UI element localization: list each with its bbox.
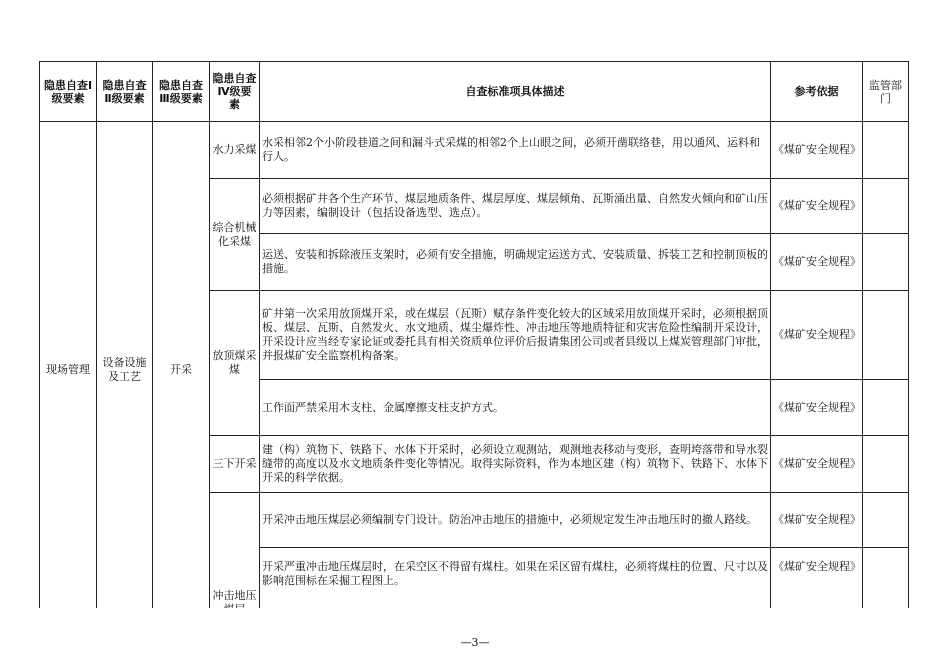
group-level1: 现场管理 [40, 122, 97, 618]
row-level4: 综合机械化采煤 [210, 179, 260, 291]
row-description: 必须根据矿井各个生产环节、煤层地质条件、煤层厚度、煤层倾角、瓦斯涌出量、自然发火倾向和矿山压力等因素，编制设计（包括设备选型、选点）。 [260, 179, 771, 234]
row-description: 工作面严禁采用木支柱、金属摩擦支柱支护方式。 [260, 380, 771, 436]
header-level1: 隐患自查Ⅰ级要素 [40, 62, 97, 122]
row-reference: 《煤矿安全规程》 [771, 380, 863, 436]
row-reference: 《煤矿安全规程》 [771, 234, 863, 291]
row-department [863, 493, 909, 548]
row-description: 矿井第一次采用放顶煤开采，或在煤层（瓦斯）赋存条件变化较大的区域采用放顶煤开采时，必须根据顶板、煤层、瓦斯、自然发火、水文地质、煤尘爆炸性、冲击地压等地质特征和灾害危险性编制开采设计，开采设计应当经专家论证或委托具有相关资质单位评价后报请集团公司或者县级以上煤炭管理部门审批，并报煤矿安全监察机构备案。 [260, 291, 771, 380]
row-department [863, 380, 909, 436]
header-row [40, 62, 909, 122]
header-level4: 隐患自查Ⅳ级要素 [210, 62, 260, 122]
row-level4: 冲击地压 [210, 493, 260, 618]
row-department [863, 548, 909, 618]
row-description: 开采冲击地压煤层必须编制专门设计。防治冲击地压的措施中，必须规定发生冲击地压时的撤人路线。 [260, 493, 771, 548]
header-level2: 隐患自查Ⅱ级要素 [97, 62, 153, 122]
header-reference: 参考依据 [771, 62, 863, 122]
row-level4: 放顶煤采煤 [210, 291, 260, 436]
row-reference: 《煤矿安全规程》 [771, 493, 863, 548]
table-row [40, 122, 909, 179]
group-level2: 设备设施及工艺 [97, 122, 153, 618]
page-number: —3— [460, 636, 490, 649]
hazard-checklist-table [39, 61, 909, 618]
row-department [863, 179, 909, 234]
header-level3: 隐患自查Ⅲ级要素 [153, 62, 210, 122]
row-reference: 《煤矿安全规程》 [771, 436, 863, 493]
row-reference: 《煤矿安全规程》 [771, 548, 863, 618]
row-reference: 《煤矿安全规程》 [771, 291, 863, 380]
row-department [863, 436, 909, 493]
row-department [863, 122, 909, 179]
header-department: 监管部门 [863, 62, 909, 122]
row-level4: 水力采煤 [210, 122, 260, 179]
row-description: 水采相邻2个小阶段巷道之间和漏斗式采煤的相邻2个上山眼之间，必须开凿联络巷，用以通风、运料和行人。 [260, 122, 771, 179]
row-description: 开采严重冲击地压煤层时，在采空区不得留有煤柱。如果在采区留有煤柱，必须将煤柱的位置、尺寸以及影响范围标在采掘工程图上。 [260, 548, 771, 618]
row-level4: 三下开采 [210, 436, 260, 493]
row-description: 建（构）筑物下、铁路下、水体下开采时，必须设立观测站，观测地表移动与变形，查明垮落带和导水裂缝带的高度以及水文地质条件变化等情况。取得实际资料，作为本地区建（构）筑物下、铁路下、水体下开采的科学依据。 [260, 436, 771, 493]
row-department [863, 234, 909, 291]
group-level3: 开采 [153, 122, 210, 618]
header-description: 自查标准项具体描述 [260, 62, 771, 122]
row-description: 运送、安装和拆除液压支架时，必须有安全措施，明确规定运送方式、安装质量、拆装工艺和控制顶板的措施。 [260, 234, 771, 291]
row-department [863, 291, 909, 380]
row-reference: 《煤矿安全规程》 [771, 179, 863, 234]
row-reference: 《煤矿安全规程》 [771, 122, 863, 179]
